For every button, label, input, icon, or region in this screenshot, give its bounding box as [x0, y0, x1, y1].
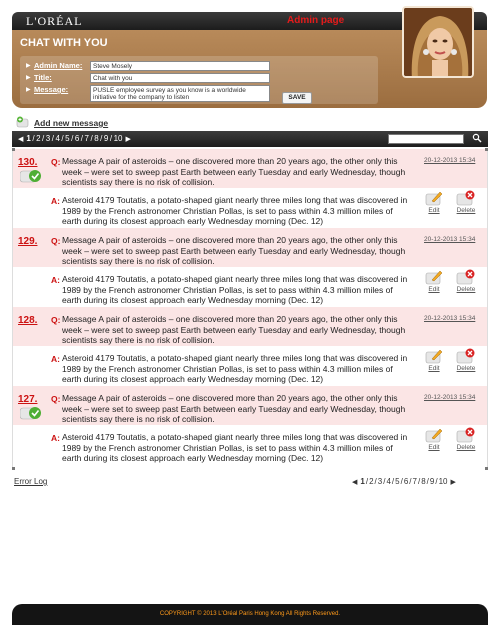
- answer-label: A:: [51, 433, 60, 443]
- answer-row: [13, 346, 487, 386]
- page-link[interactable]: 1: [26, 134, 31, 143]
- prev-page-icon[interactable]: ◀: [18, 135, 24, 143]
- arrow-right-icon: ▶: [26, 87, 31, 93]
- edit-button[interactable]: [423, 269, 445, 293]
- question-row: [13, 149, 487, 188]
- corner-marker: [12, 467, 15, 470]
- answer-label: A:: [51, 275, 60, 285]
- question-row: [13, 386, 487, 425]
- edit-button[interactable]: [423, 190, 445, 214]
- page-link[interactable]: 4: [55, 134, 60, 143]
- page-link[interactable]: 6: [403, 477, 409, 486]
- corner-marker: [485, 148, 488, 151]
- corner-marker: [12, 148, 15, 151]
- delete-label: Delete: [456, 286, 476, 293]
- answer-row: [13, 425, 487, 465]
- item-date[interactable]: 20-12-2013 15:34: [424, 236, 476, 243]
- question-row: [13, 307, 487, 346]
- pager-bar: [12, 131, 488, 147]
- copyright-text: COPYRIGHT © 2013 L'Oréal Paris Hong Kong All Rights Reserved.: [159, 611, 341, 617]
- question-label: Q:: [51, 157, 61, 167]
- admin-avatar: [402, 6, 474, 78]
- delete-icon: [456, 190, 476, 206]
- arrow-right-icon: ▶: [26, 63, 31, 69]
- search-input[interactable]: [388, 134, 464, 144]
- title-label: Title:: [34, 73, 52, 82]
- delete-label: Delete: [456, 207, 476, 214]
- edit-label: Edit: [428, 207, 440, 214]
- delete-icon: [456, 348, 476, 364]
- next-page-icon[interactable]: ▶: [450, 478, 456, 486]
- edit-icon: [425, 190, 443, 206]
- edit-label: Edit: [428, 365, 440, 372]
- answer-label: A:: [51, 196, 60, 206]
- list-item: [13, 307, 487, 386]
- page-link[interactable]: 10: [438, 477, 448, 486]
- delete-label: Delete: [456, 444, 476, 451]
- page-link[interactable]: 10: [113, 134, 123, 143]
- item-number[interactable]: 129.: [18, 236, 38, 247]
- answer-label: A:: [51, 354, 60, 364]
- list-item: [13, 386, 487, 465]
- question-text: Message A pair of asteroids – one discovered more than 20 years ago, the other only this week – were set to sweep past Earth between early Tuesday and early Wednesday, though scientists say there is no risk of collision.: [62, 393, 406, 424]
- next-page-icon[interactable]: ▶: [125, 135, 131, 143]
- edit-label: Edit: [428, 286, 440, 293]
- loreal-logo: L'ORÉAL: [26, 14, 83, 28]
- section-title: CHAT WITH YOU: [20, 37, 108, 49]
- edit-label: Edit: [428, 444, 440, 451]
- page-link[interactable]: 7: [84, 134, 89, 143]
- page-link[interactable]: 4: [386, 477, 391, 486]
- page-link[interactable]: 8: [421, 477, 426, 486]
- message-textarea[interactable]: PUSLE employee survey as you know is a worldwide initiative for the company to listen: [90, 85, 270, 102]
- message-form: [20, 56, 378, 104]
- page-link[interactable]: 9: [429, 477, 435, 486]
- answer-row: [13, 267, 487, 307]
- prev-page-icon[interactable]: ◀: [352, 478, 358, 486]
- page-link[interactable]: 2: [369, 477, 374, 486]
- message-label: Message:: [34, 85, 69, 94]
- question-text: Message A pair of asteroids – one discovered more than 20 years ago, the other only this week – were set to sweep past Earth between early Tuesday and early Wednesday, though scientists say there is no risk of collision.: [62, 156, 406, 187]
- question-label: Q:: [51, 394, 61, 404]
- page-link[interactable]: 3: [377, 477, 383, 486]
- message-list: [12, 149, 488, 469]
- answer-text: Asteroid 4179 Toutatis, a potato-shaped giant nearly three miles long that was discovered in 1989 by the French astronomer Christian Pollas, is set to pass within 4.3 million miles of earth during its closest approach early Wednesday morning (Dec. 12): [62, 353, 408, 384]
- admin-name-input[interactable]: Steve Mosely: [90, 61, 270, 71]
- delete-label: Delete: [456, 365, 476, 372]
- answer-text: Asteroid 4179 Toutatis, a potato-shaped giant nearly three miles long that was discovered in 1989 by the French astronomer Christian Pollas, is set to pass within 4.3 million miles of earth during its closest approach early Wednesday morning (Dec. 12): [62, 274, 408, 305]
- edit-icon: [425, 348, 443, 364]
- search-icon[interactable]: [472, 133, 482, 143]
- page-link[interactable]: 5: [65, 134, 70, 143]
- question-text: Message A pair of asteroids – one discovered more than 20 years ago, the other only this week – were set to sweep past Earth between early Tuesday and early Wednesday, though scientists say there is no risk of collision.: [62, 314, 406, 345]
- list-item: [13, 228, 487, 307]
- edit-button[interactable]: [423, 348, 445, 372]
- page-link[interactable]: 8: [94, 134, 99, 143]
- edit-icon: [425, 269, 443, 285]
- delete-button[interactable]: [453, 427, 479, 451]
- page-link[interactable]: 5: [395, 477, 400, 486]
- delete-icon: [456, 269, 476, 285]
- item-date[interactable]: 20-12-2013 15:34: [424, 157, 476, 164]
- page-link[interactable]: 1: [360, 477, 365, 486]
- admin-name-label: Admin Name:: [34, 61, 83, 70]
- page-link[interactable]: 2: [36, 134, 41, 143]
- arrow-right-icon: ▶: [26, 75, 31, 81]
- question-label: Q:: [51, 236, 61, 246]
- pagination-top: ◀ 1 / 2 / 3 / 4 / 5 / 6 / 7 / 8 / 9 / 10 ▶: [18, 134, 131, 143]
- page-link[interactable]: 3: [45, 134, 51, 143]
- add-new-message-button[interactable]: [16, 114, 108, 128]
- item-number[interactable]: 127.: [18, 394, 38, 405]
- item-number[interactable]: 128.: [18, 315, 38, 326]
- add-message-icon: [16, 116, 30, 127]
- delete-icon: [456, 427, 476, 443]
- admin-page-title: Admin page: [287, 15, 345, 26]
- answer-row: [13, 188, 487, 228]
- title-input[interactable]: Chat with you: [90, 73, 270, 83]
- item-date[interactable]: 20-12-2013 15:34: [424, 315, 476, 322]
- item-date[interactable]: 20-12-2013 15:34: [424, 394, 476, 401]
- question-row: [13, 228, 487, 267]
- edit-icon: [425, 427, 443, 443]
- page-link[interactable]: 7: [412, 477, 417, 486]
- add-new-message-label: Add new message: [34, 118, 109, 128]
- delete-button[interactable]: [453, 348, 479, 372]
- chat-header-panel: [12, 30, 487, 108]
- pagination-bottom: ◀ 1 / 2 / 3 / 4 / 5 / 6 / 7 / 8 / 9 / 10 ▶: [352, 477, 456, 486]
- item-number[interactable]: 130.: [18, 157, 38, 168]
- list-item: [13, 149, 487, 228]
- error-log-link[interactable]: Error Log: [14, 477, 48, 486]
- question-label: Q:: [51, 315, 61, 325]
- delete-button[interactable]: [453, 269, 479, 293]
- answered-check-icon: [20, 169, 42, 183]
- answer-text: Asteroid 4179 Toutatis, a potato-shaped giant nearly three miles long that was discovered in 1989 by the French astronomer Christian Pollas, is set to pass within 4.3 million miles of earth during its closest approach early Wednesday morning (Dec. 12): [62, 432, 408, 463]
- answered-check-icon: [20, 406, 42, 420]
- answer-text: Asteroid 4179 Toutatis, a potato-shaped giant nearly three miles long that was discovered in 1989 by the French astronomer Christian Pollas, is set to pass within 4.3 million miles of earth during its closest approach early Wednesday morning (Dec. 12): [62, 195, 408, 226]
- edit-button[interactable]: [423, 427, 445, 451]
- question-text: Message A pair of asteroids – one discovered more than 20 years ago, the other only this week – were set to sweep past Earth between early Tuesday and early Wednesday, though scientists say there is no risk of collision.: [62, 235, 406, 266]
- corner-marker: [485, 467, 488, 470]
- save-button[interactable]: SAVE: [282, 92, 312, 104]
- page-link[interactable]: 9: [103, 134, 109, 143]
- delete-button[interactable]: [453, 190, 479, 214]
- page-link[interactable]: 6: [74, 134, 80, 143]
- footer: [12, 604, 488, 625]
